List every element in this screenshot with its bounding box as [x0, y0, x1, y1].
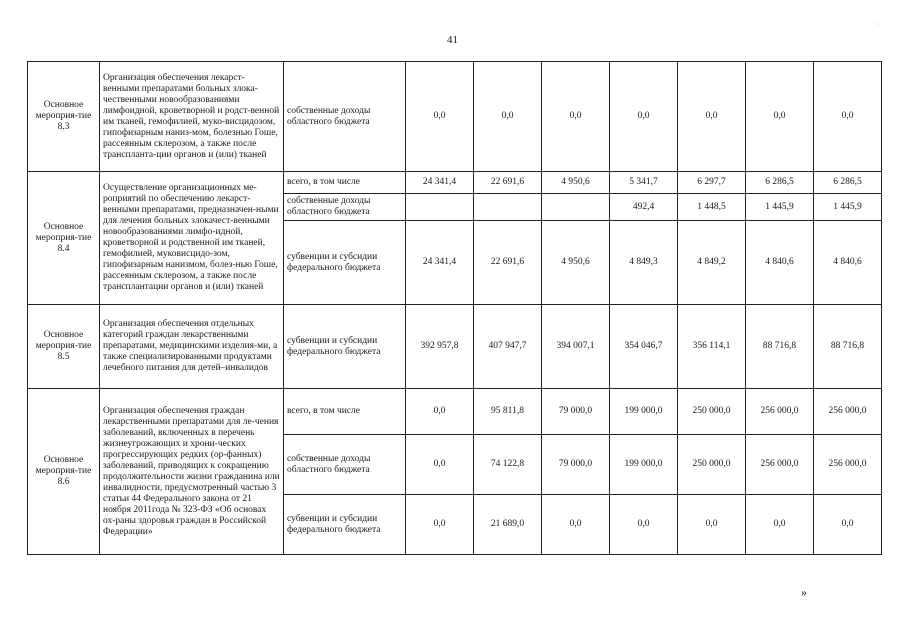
funding-source-cell: субвенции и субсидии федерального бюджета — [284, 305, 406, 389]
value-cell: 6 286,5 — [746, 172, 814, 194]
value-cell: 4 840,6 — [746, 221, 814, 305]
value-cell: 0,0 — [406, 435, 474, 495]
value-cell: 4 849,3 — [610, 221, 678, 305]
value-cell: 256 000,0 — [746, 435, 814, 495]
value-cell: 0,0 — [474, 62, 542, 172]
value-cell: 256 000,0 — [814, 389, 882, 435]
value-cell: 0,0 — [406, 389, 474, 435]
event-cell: Основное мероприя-тие 8.4 — [28, 172, 100, 305]
value-cell: 1 445,9 — [746, 194, 814, 221]
value-cell: 250 000,0 — [678, 389, 746, 435]
value-cell: 0,0 — [678, 495, 746, 555]
value-cell: 1 448,5 — [678, 194, 746, 221]
table-row — [28, 389, 882, 435]
value-cell: 4 849,2 — [678, 221, 746, 305]
funding-source-cell: собственные доходы областного бюджета — [284, 62, 406, 172]
value-cell: 354 046,7 — [610, 305, 678, 389]
funding-source-cell: всего, в том числе — [284, 389, 406, 435]
value-cell — [542, 194, 610, 221]
value-cell: 79 000,0 — [542, 389, 610, 435]
table-body — [28, 62, 882, 555]
value-cell: 0,0 — [610, 62, 678, 172]
value-cell: 356 114,1 — [678, 305, 746, 389]
value-cell: 95 811,8 — [474, 389, 542, 435]
value-cell: 79 000,0 — [542, 435, 610, 495]
table-row — [28, 62, 882, 172]
value-cell: 4 950,6 — [542, 221, 610, 305]
value-cell: 4 840,6 — [814, 221, 882, 305]
value-cell: 24 341,4 — [406, 172, 474, 194]
event-cell: Основное мероприя-тие 8.3 — [28, 62, 100, 172]
event-cell: Основное мероприя-тие 8.5 — [28, 305, 100, 389]
value-cell: 250 000,0 — [678, 435, 746, 495]
funding-source-cell: субвенции и субсидии федерального бюджета — [284, 221, 406, 305]
value-cell: 392 957,8 — [406, 305, 474, 389]
funding-source-cell: субвенции и субсидии федерального бюджета — [284, 495, 406, 555]
corner-mark: · — [876, 20, 879, 29]
description-cell: Организация обеспечения граждан лекарственными препаратами для ле-чения заболеваний, включенных в перечень жизнеугрожающих и хрони-ческих прогрессирующих редких (ор-фанных) заболеваний, приводящих к сокращению продолжительности жизни гражданина или инвалидности, предусмотренный частью 3 статьи 44 Федерального закона от 21 ноября 2011года № 323-ФЗ «Об основах ох-раны здоровья граждан в Российской Федерации» — [100, 389, 284, 555]
value-cell: 0,0 — [814, 62, 882, 172]
value-cell — [474, 194, 542, 221]
value-cell: 24 341,4 — [406, 221, 474, 305]
value-cell: 256 000,0 — [746, 389, 814, 435]
value-cell: 199 000,0 — [610, 435, 678, 495]
value-cell: 0,0 — [610, 495, 678, 555]
table-row — [28, 305, 882, 389]
page-number: 41 — [447, 34, 458, 46]
value-cell: 0,0 — [406, 495, 474, 555]
closing-quote: » — [801, 585, 807, 599]
value-cell: 5 341,7 — [610, 172, 678, 194]
value-cell: 394 007,1 — [542, 305, 610, 389]
value-cell: 22 691,6 — [474, 172, 542, 194]
value-cell: 0,0 — [678, 62, 746, 172]
value-cell: 6 297,7 — [678, 172, 746, 194]
value-cell: 21 689,0 — [474, 495, 542, 555]
value-cell: 22 691,6 — [474, 221, 542, 305]
description-cell: Организация обеспечения отдельных категорий граждан лекарственными препаратами, медицинскими изделия-ми, а также специализированными продуктами лечебного питания для детей–инвалидов — [100, 305, 284, 389]
description-cell: Осуществление организационных ме-роприятий по обеспечению лекарст-венными препаратами, предназначен-ными для лечения больных злокачест-венными новообразованиями лимфо-идной, кроветворной и родственной им тканей, гемофилией, муковисцидо-зом, гипофизарным нанизмом, болез-нью Гоше, рассеянным склерозом, а также после трансплантации органов и (или) тканей — [100, 172, 284, 305]
value-cell: 0,0 — [406, 62, 474, 172]
funding-source-cell: собственные доходы областного бюджета — [284, 194, 406, 221]
value-cell — [406, 194, 474, 221]
funding-source-cell: собственные доходы областного бюджета — [284, 435, 406, 495]
value-cell: 0,0 — [542, 62, 610, 172]
value-cell: 0,0 — [814, 495, 882, 555]
description-cell: Организация обеспечения лекарст-венными препаратами больных злока-чественными новообразованиями лимфоидной, кроветворной и родст-венной им тканей, гемофилией, муко-висцидозом, гипофизарным наниз-мом, болезнью Гоше, рассеянным склерозом, а также после транспланта-ции органов и (или) тканей — [100, 62, 284, 172]
budget-table — [27, 61, 882, 555]
funding-source-cell: всего, в том числе — [284, 172, 406, 194]
value-cell: 74 122,8 — [474, 435, 542, 495]
value-cell: 256 000,0 — [814, 435, 882, 495]
event-cell: Основное мероприя-тие 8.6 — [28, 389, 100, 555]
value-cell: 0,0 — [542, 495, 610, 555]
value-cell: 4 950,6 — [542, 172, 610, 194]
value-cell: 199 000,0 — [610, 389, 678, 435]
value-cell: 0,0 — [746, 62, 814, 172]
value-cell: 0,0 — [746, 495, 814, 555]
value-cell: 88 716,8 — [746, 305, 814, 389]
value-cell: 6 286,5 — [814, 172, 882, 194]
value-cell: 88 716,8 — [814, 305, 882, 389]
table-row — [28, 172, 882, 194]
value-cell: 492,4 — [610, 194, 678, 221]
value-cell: 1 445,9 — [814, 194, 882, 221]
value-cell: 407 947,7 — [474, 305, 542, 389]
